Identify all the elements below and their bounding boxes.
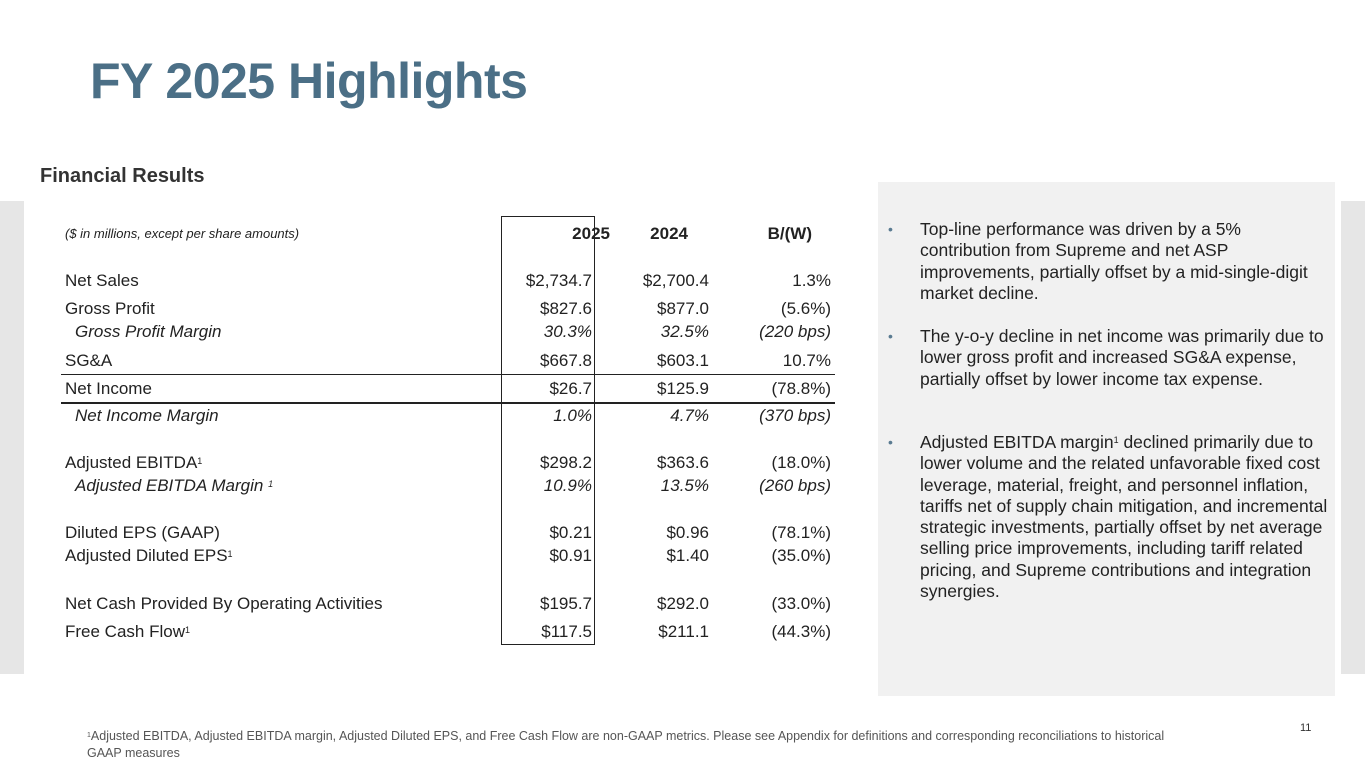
column-header-2025: 2025 [572, 224, 610, 243]
footnote-marker: 1 [197, 456, 203, 466]
value-bw: (220 bps) [759, 322, 831, 341]
left-side-band [0, 201, 24, 674]
bullet-text-rest: declined primarily due to lower volume and the related unfavorable fixed cost leverage, material, freight, and personnel inflation, tariffs net of supply chain mitigation, and incremental strategic investments, partially offset by net average selling price improvements, including tariff related pricing, and Supreme contributions and integration synergies. [920, 432, 1328, 602]
page-title: FY 2025 Highlights [90, 53, 528, 109]
bullet-text-lead: Adjusted EBITDA margin [920, 432, 1114, 452]
row-label: Diluted EPS (GAAP) [65, 523, 220, 542]
value-2025: $0.21 [549, 523, 592, 542]
row-label-wrap [75, 474, 273, 498]
bullet-text [920, 432, 1328, 602]
bullet-marker: • [888, 221, 893, 237]
units-note: ($ in millions, except per share amounts) [65, 226, 300, 241]
net-income-top-rule [61, 374, 835, 375]
column-header-2024: 2024 [650, 224, 688, 243]
row-label: Net Income Margin [75, 406, 219, 425]
value-2024: $211.1 [658, 622, 709, 641]
value-bw: (260 bps) [759, 476, 831, 495]
footnote-marker: 1 [227, 549, 233, 559]
table-row-gross-profit [65, 297, 835, 321]
row-label: Free Cash Flow [65, 622, 185, 641]
value-2025: $667.8 [540, 351, 592, 370]
value-2025: 10.9% [543, 476, 592, 495]
value-2024: $292.0 [657, 594, 709, 613]
value-2025: $117.5 [541, 622, 592, 641]
value-bw: (44.3%) [771, 622, 831, 641]
row-label: Adjusted EBITDA Margin [75, 476, 264, 495]
value-bw: 10.7% [782, 351, 831, 370]
value-2025: $298.2 [540, 453, 592, 472]
footnote-text: Adjusted EBITDA, Adjusted EBITDA margin, Adjusted Diluted EPS, and Free Cash Flow are non-GAAP metrics. Please see Appendix for definitions and corresponding reconciliations to historical GAAP measures [87, 729, 1165, 760]
value-bw: (18.0%) [771, 453, 831, 472]
row-label: Net Sales [65, 271, 139, 290]
bullet-topline [888, 219, 1328, 304]
table-row-free-cash-flow [65, 620, 835, 644]
bullet-ebitda-margin [888, 432, 1328, 602]
footnote-marker: 1 [87, 732, 91, 739]
value-2025: $26.7 [549, 379, 592, 398]
value-bw: (78.8%) [771, 379, 831, 398]
value-bw: 1.3% [792, 271, 831, 290]
value-2025: $0.91 [549, 546, 592, 565]
value-2024: $0.96 [666, 523, 709, 542]
row-label: Net Cash Provided By Operating Activities [65, 594, 383, 613]
value-2024: $363.6 [657, 453, 709, 472]
bullet-net-income [888, 326, 1328, 390]
table-header-row [65, 222, 835, 246]
row-label: Adjusted EBITDA [65, 453, 198, 472]
row-label: Gross Profit [65, 299, 155, 318]
footnote-marker: 1 [1113, 435, 1119, 445]
table-row-adjusted-diluted-eps [65, 544, 835, 568]
value-2024: 32.5% [660, 322, 709, 341]
value-bw: (35.0%) [771, 546, 831, 565]
value-bw: (370 bps) [759, 406, 831, 425]
row-label: Net Income [65, 379, 152, 398]
table-row-adjusted-ebitda [65, 451, 835, 475]
footnote [87, 728, 1167, 761]
row-label-wrap [65, 544, 233, 568]
value-2024: $877.0 [657, 299, 709, 318]
bullet-text: The y-o-y decline in net income was primarily due to lower gross profit and increased SG&A expense, partially offset by lower income tax expense. [920, 326, 1324, 389]
value-2024: $2,700.4 [642, 271, 709, 290]
table-row-sga [65, 349, 835, 373]
page-number: 11 [1300, 722, 1312, 734]
column-header-bw: B/(W) [767, 224, 812, 243]
row-label-wrap [65, 451, 202, 475]
right-side-band [1341, 201, 1365, 674]
value-2024: $1.40 [666, 546, 709, 565]
table-row-operating-cash [65, 592, 835, 616]
row-label: Gross Profit Margin [75, 322, 222, 341]
bullet-marker: • [888, 434, 893, 450]
value-bw: (78.1%) [771, 523, 831, 542]
value-2024: $125.9 [657, 379, 709, 398]
value-2025: $195.7 [540, 594, 592, 613]
value-2025: $2,734.7 [525, 271, 592, 290]
row-label-wrap [65, 620, 190, 644]
value-2025: 1.0% [553, 406, 592, 425]
bullet-text: Top-line performance was driven by a 5% contribution from Supreme and net ASP improvements, partially offset by a mid-single-digit market decline. [920, 219, 1308, 303]
value-2024: 13.5% [660, 476, 709, 495]
value-2025: $827.6 [540, 299, 592, 318]
row-label: SG&A [65, 351, 113, 370]
value-2024: 4.7% [670, 406, 709, 425]
value-2025: 30.3% [543, 322, 592, 341]
table-row-adjusted-ebitda-margin [65, 474, 835, 498]
table-row-diluted-eps [65, 521, 835, 545]
value-bw: (5.6%) [780, 299, 831, 318]
value-bw: (33.0%) [771, 594, 831, 613]
table-row-net-income [65, 377, 835, 401]
footnote-marker: 1 [184, 625, 190, 635]
bullet-marker: • [888, 328, 893, 344]
row-label: Adjusted Diluted EPS [65, 546, 228, 565]
footnote-marker: 1 [268, 479, 274, 489]
table-row-net-income-margin [65, 404, 835, 428]
table-row-net-sales [65, 269, 835, 293]
table-row-gross-profit-margin [65, 320, 835, 344]
value-2024: $603.1 [657, 351, 709, 370]
section-title: Financial Results [40, 165, 205, 187]
